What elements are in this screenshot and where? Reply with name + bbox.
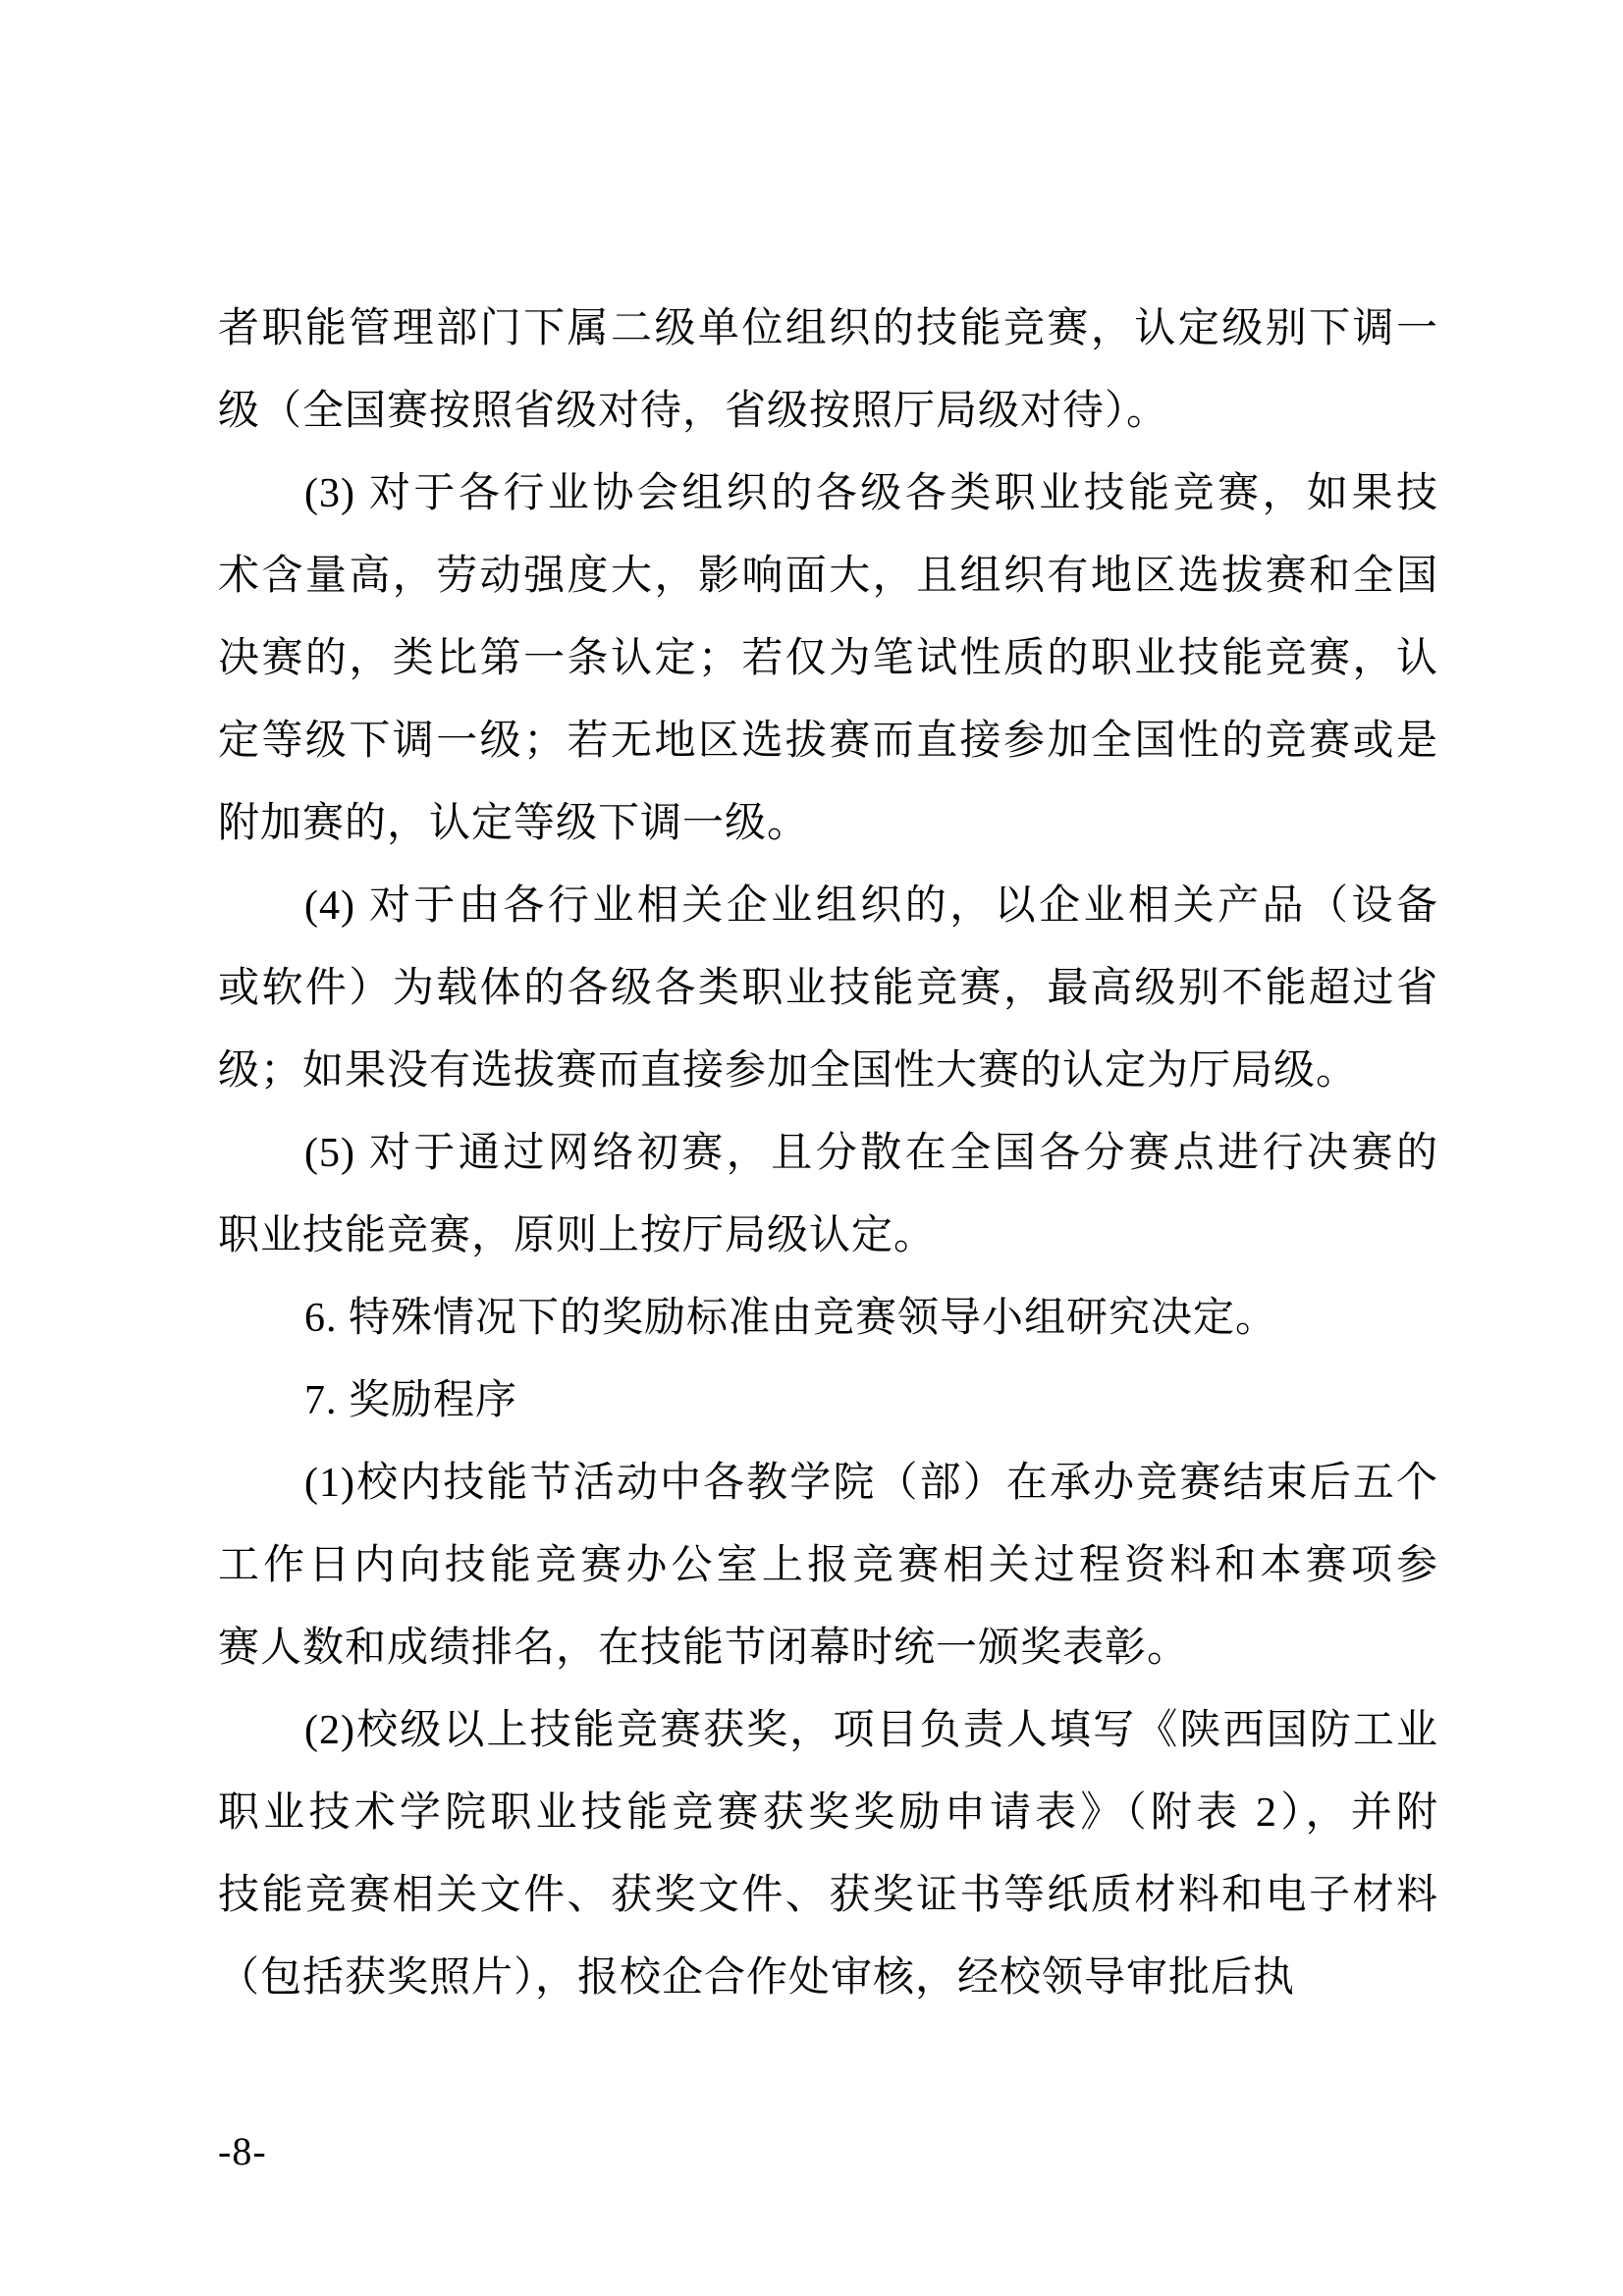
text-line: (1)校内技能节活动中各教学院（部）在承办竞赛结束后五个 (304, 1461, 1438, 1506)
text-line: （包括获奖照片），报校企合作处审核，经校领导审批后执 (218, 1955, 1296, 2001)
text-line: 赛人数和成绩排名，在技能节闭幕时统一颁奖表彰。 (218, 1626, 1190, 1671)
text-line: 7. 奖励程序 (304, 1378, 518, 1423)
text-line: 级；如果没有选拔赛而直接参加全国性大赛的认定为厅局级。 (218, 1048, 1359, 1094)
text-line: 技能竞赛相关文件、获奖文件、获奖证书等纸质材料和电子材料 (218, 1873, 1438, 1918)
text-line: (2)校级以上技能竞赛获奖，项目负责人填写《陕西国防工业 (304, 1708, 1438, 1753)
text-line: (3) 对于各行业协会组织的各级各类职业技能竞赛，如果技 (304, 471, 1438, 516)
text-line: 职业技术学院职业技能竞赛获奖奖励申请表》（附表 2），并附 (218, 1790, 1438, 1836)
text-line: (4) 对于由各行业相关企业组织的，以企业相关产品（设备 (304, 883, 1438, 929)
text-line: (5) 对于通过网络初赛，且分散在全国各分赛点进行决赛的 (304, 1131, 1438, 1176)
text-line: 者职能管理部门下属二级单位组织的技能竞赛，认定级别下调一 (218, 306, 1438, 351)
page-number: -8- (218, 2129, 267, 2173)
text-line: 职业技能竞赛，原则上按厅局级认定。 (218, 1213, 937, 1258)
text-line: 工作日内向技能竞赛办公室上报竞赛相关过程资料和本赛项参 (218, 1543, 1438, 1588)
text-line: 附加赛的，认定等级下调一级。 (218, 801, 810, 846)
text-line: 或软件）为载体的各级各类职业技能竞赛，最高级别不能超过省 (218, 966, 1438, 1011)
text-line: 决赛的，类比第一条认定；若仅为笔试性质的职业技能竞赛，认 (218, 636, 1438, 681)
text-line: 6. 特殊情况下的奖励标准由竞赛领导小组研究决定。 (304, 1296, 1278, 1341)
document-body (218, 288, 1438, 2019)
text-line: 术含量高，劳动强度大，影响面大，且组织有地区选拔赛和全国 (218, 554, 1438, 599)
text-line: 级（全国赛按照省级对待，省级按照厅局级对待）。 (218, 389, 1169, 434)
text-line: 定等级下调一级；若无地区选拔赛而直接参加全国性的竞赛或是 (218, 719, 1438, 764)
